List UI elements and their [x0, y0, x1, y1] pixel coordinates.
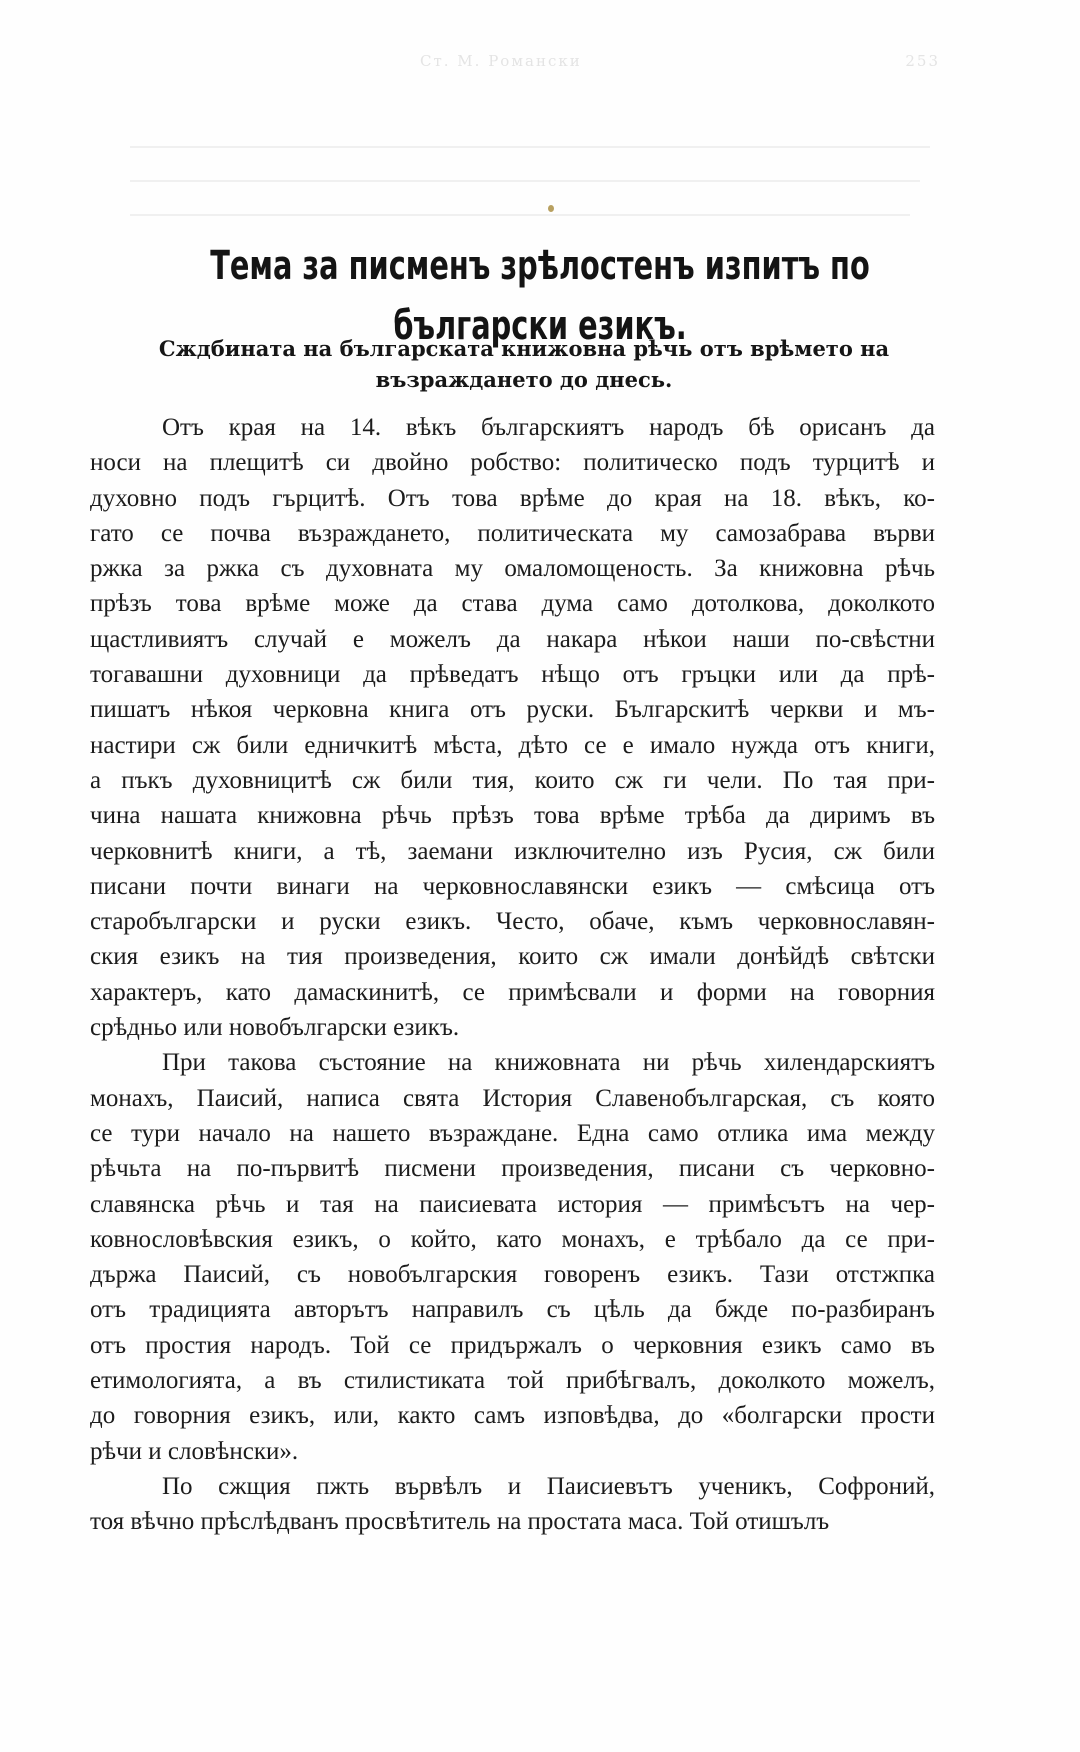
text-line: етимологията, а въ стилистиката той прибѣгвалъ, доколкото можелъ, [90, 1367, 935, 1395]
text-line: до говорния езикъ, или, както самъ изповѣдва, до «болгарски прости [90, 1402, 935, 1430]
text-line: гато се почва възраждането, политическата му самозабрава върви [90, 519, 935, 547]
text-line: тоя вѣчно прѣслѣдванъ просвѣтитель на простата маса. Той отишълъ [90, 1508, 830, 1536]
text-line: отъ простия народъ. Той се придържалъ о черковния езикъ само въ [90, 1331, 935, 1359]
text-line: По сжщия пжть вървѣлъ и Паисиевътъ ученикъ, Софроний, [162, 1472, 935, 1500]
text-line: а пъкъ духовницитѣ сж били тия, които сж ги чели. По тая при- [90, 766, 935, 794]
text-line: черковнитѣ книги, а тѣ, заемани изключително изъ Русия, сж били [90, 837, 935, 865]
text-line: монахъ, Паисий, написа свята История Славенобългарская, съ която [90, 1084, 935, 1112]
bleed-through-line [130, 146, 930, 148]
page-subtitle: Сждбината на българската книжовна рѣчь отъ врѣмето на възраждането до днесь. [158, 336, 890, 392]
running-head-author: Ст. М. Романски [420, 52, 582, 70]
text-line: характеръ, като дамаскинитѣ, се примѣсвали и форми на говорния [90, 978, 935, 1006]
text-line: При такова състояние на книжовната ни рѣчь хилендарскиятъ [162, 1049, 935, 1077]
text-line: се тури начало на нашето възраждане. Една само отлика има между [90, 1119, 935, 1147]
ink-speck [548, 205, 554, 212]
text-line: отъ традицията авторътъ направилъ съ цѣль да бжде по-разбиранъ [90, 1296, 935, 1324]
text-line: Отъ края на 14. вѣкъ българскиятъ народъ бѣ орисанъ да [162, 414, 935, 441]
text-line: рѣчи и словѣнски». [90, 1437, 299, 1465]
paragraph [90, 1469, 935, 1540]
text-line: писани почти винаги на черковнославянски езикъ — смѣсица отъ [90, 872, 935, 900]
text-line: пишатъ нѣкоя черковна книга отъ руски. Българскитѣ черкви и мъ- [90, 696, 935, 724]
page-title: Тема за писменъ зрѣлостенъ изпитъ по български езикъ. [210, 243, 870, 349]
text-line: духовно подъ гърцитѣ. Отъ това врѣме до края на 18. вѣкъ, ко- [90, 484, 935, 512]
text-line: ския езикъ на тия произведения, които сж имали донѣйдѣ свѣтски [90, 943, 935, 971]
text-line: щастливиятъ случай е можелъ да накара нѣкои наши по-свѣстни [90, 625, 935, 653]
text-line: срѣдньо или новобългарски езикъ. [90, 1014, 460, 1042]
text-line: славянска рѣчь и тая на паисиевата история — примѣсътъ на чер- [90, 1190, 935, 1218]
running-head-page-number: 253 [905, 52, 940, 70]
paragraph [90, 1045, 935, 1469]
text-line: държа Паисий, съ новобългарския говоренъ езикъ. Тази отстжпка [90, 1261, 935, 1289]
text-line: прѣзъ това врѣме може да става дума само дотолкова, доколкото [90, 590, 935, 618]
text-line: носи на плещитѣ си двойно робство: политическо подъ турцитѣ и [90, 449, 935, 477]
text-line: рѣчьта на по-първитѣ писмени произведения, писани съ черковно- [90, 1155, 935, 1183]
text-line: ковнословѣвския езикъ, о който, като монахъ, е трѣбало да се при- [90, 1225, 935, 1253]
text-line: чина нашата книжовна рѣчь прѣзъ това врѣме трѣба да диримъ въ [90, 802, 935, 830]
paragraph [90, 410, 935, 1045]
bleed-through-line [130, 214, 910, 216]
text-line: тогавашни духовници да прѣведатъ нѣщо отъ гръцки или да прѣ- [90, 661, 935, 689]
bleed-through-line [130, 180, 920, 182]
text-line: настири сж били едничкитѣ мѣста, дѣто се е имало нужда отъ книги, [90, 731, 935, 759]
body-text [90, 410, 935, 1540]
text-line: старобългарски и руски езикъ. Често, обаче, къмъ черковнославян- [90, 908, 935, 936]
text-line: ржка за ржка съ духовната му омаломощеность. За книжовна рѣчь [90, 555, 935, 583]
